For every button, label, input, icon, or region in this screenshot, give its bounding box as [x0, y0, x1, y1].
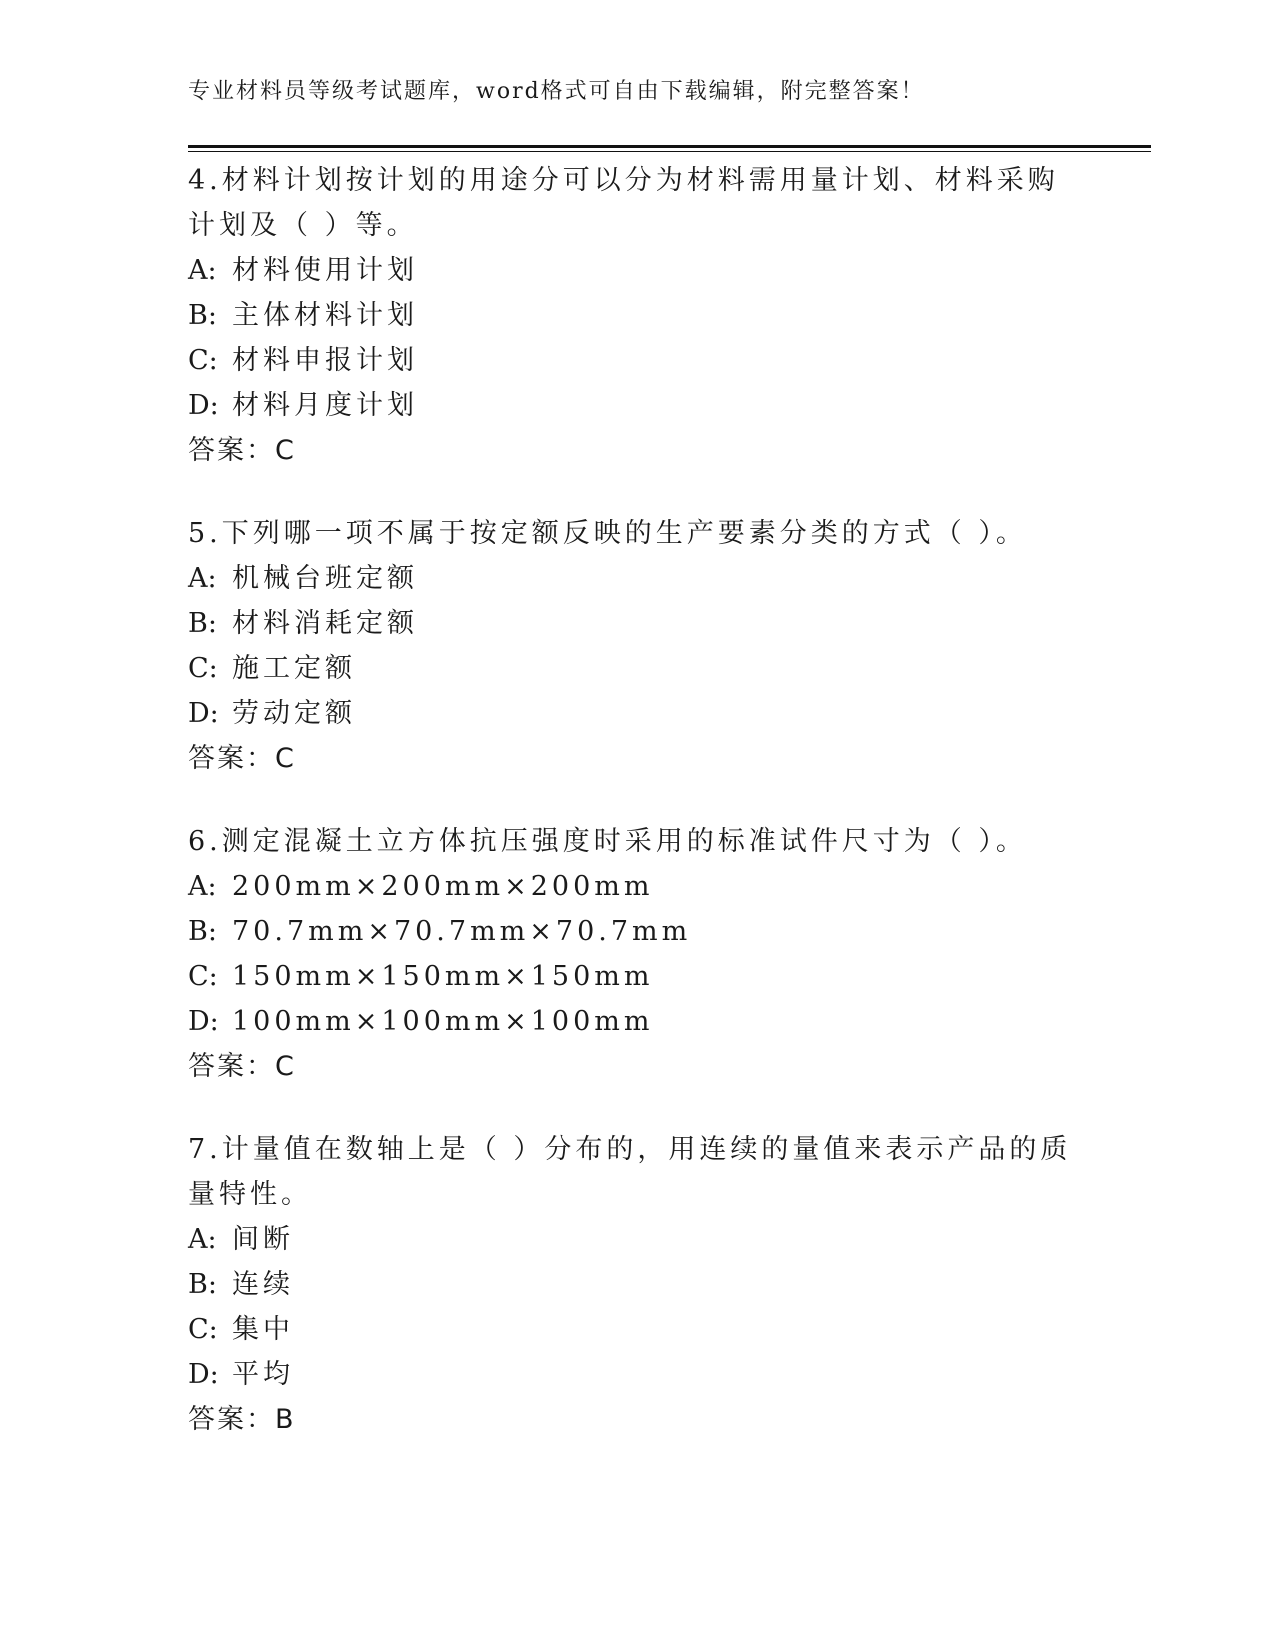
option-text: 平均 [232, 1359, 294, 1390]
option-letter: B: [188, 1269, 217, 1300]
question-6 [188, 819, 1088, 1089]
option-b [188, 1262, 1088, 1307]
option-letter: A: [188, 563, 217, 594]
option-letter: A: [188, 871, 217, 902]
option-letter: C: [188, 345, 218, 376]
option-letter: C: [188, 961, 218, 992]
question-5 [188, 511, 1088, 781]
answer-line: 答案：B [188, 1404, 296, 1435]
option-c [188, 338, 1088, 383]
option-b [188, 601, 1088, 646]
option-b [188, 293, 1088, 338]
option-d [188, 999, 1088, 1044]
option-a [188, 556, 1088, 601]
option-d [188, 383, 1088, 428]
option-text: 集中 [232, 1314, 294, 1345]
answer-line: 答案：C [188, 1051, 296, 1082]
option-d [188, 691, 1088, 736]
option-text: 连续 [232, 1269, 294, 1300]
option-letter: D: [188, 1359, 219, 1390]
option-text: 材料月度计划 [232, 390, 418, 421]
option-letter: C: [188, 1314, 218, 1345]
option-b [188, 909, 1088, 954]
option-text: 材料消耗定额 [232, 608, 418, 639]
option-letter: B: [188, 608, 217, 639]
option-text: 机械台班定额 [232, 563, 418, 594]
option-d [188, 1352, 1088, 1397]
option-text: 材料申报计划 [232, 345, 418, 376]
option-text: 主体材料计划 [232, 300, 418, 331]
page-header: 专业材料员等级考试题库，word格式可自由下载编辑，附完整答案！ [188, 79, 925, 104]
option-text: 施工定额 [232, 653, 356, 684]
option-a [188, 864, 1088, 909]
option-letter: D: [188, 698, 219, 729]
option-c [188, 646, 1088, 691]
option-text: 劳动定额 [232, 698, 356, 729]
question-text: 6.测定混凝土立方体抗压强度时采用的标准试件尺寸为（ ）。 [188, 826, 1027, 857]
option-letter: A: [188, 255, 217, 286]
option-a [188, 248, 1088, 293]
option-text: 70.7mm×70.7mm×70.7mm [232, 916, 692, 947]
question-text: 7.计量值在数轴上是（ ）分布的，用连续的量值来表示产品的质量特性。 [188, 1134, 1072, 1210]
question-text: 4.材料计划按计划的用途分可以分为材料需用量计划、材料采购计划及（ ）等。 [188, 165, 1059, 241]
answer-line: 答案：C [188, 435, 296, 466]
option-text: 100mm×100mm×100mm [232, 1006, 654, 1037]
option-letter: B: [188, 300, 217, 331]
option-letter: D: [188, 390, 219, 421]
question-4 [188, 158, 1088, 473]
answer-line: 答案：C [188, 743, 296, 774]
option-text: 200mm×200mm×200mm [232, 871, 654, 902]
header-rule-thin [188, 151, 1151, 152]
option-text: 间断 [232, 1224, 294, 1255]
option-a [188, 1217, 1088, 1262]
question-7 [188, 1127, 1088, 1442]
option-letter: B: [188, 916, 217, 947]
option-letter: D: [188, 1006, 219, 1037]
option-text: 150mm×150mm×150mm [232, 961, 654, 992]
option-letter: A: [188, 1224, 217, 1255]
option-c [188, 1307, 1088, 1352]
question-text: 5.下列哪一项不属于按定额反映的生产要素分类的方式（ ）。 [188, 518, 1027, 549]
question-list [188, 158, 1088, 1480]
option-letter: C: [188, 653, 218, 684]
option-text: 材料使用计划 [232, 255, 418, 286]
header-rule-thick [188, 145, 1151, 148]
option-c [188, 954, 1088, 999]
